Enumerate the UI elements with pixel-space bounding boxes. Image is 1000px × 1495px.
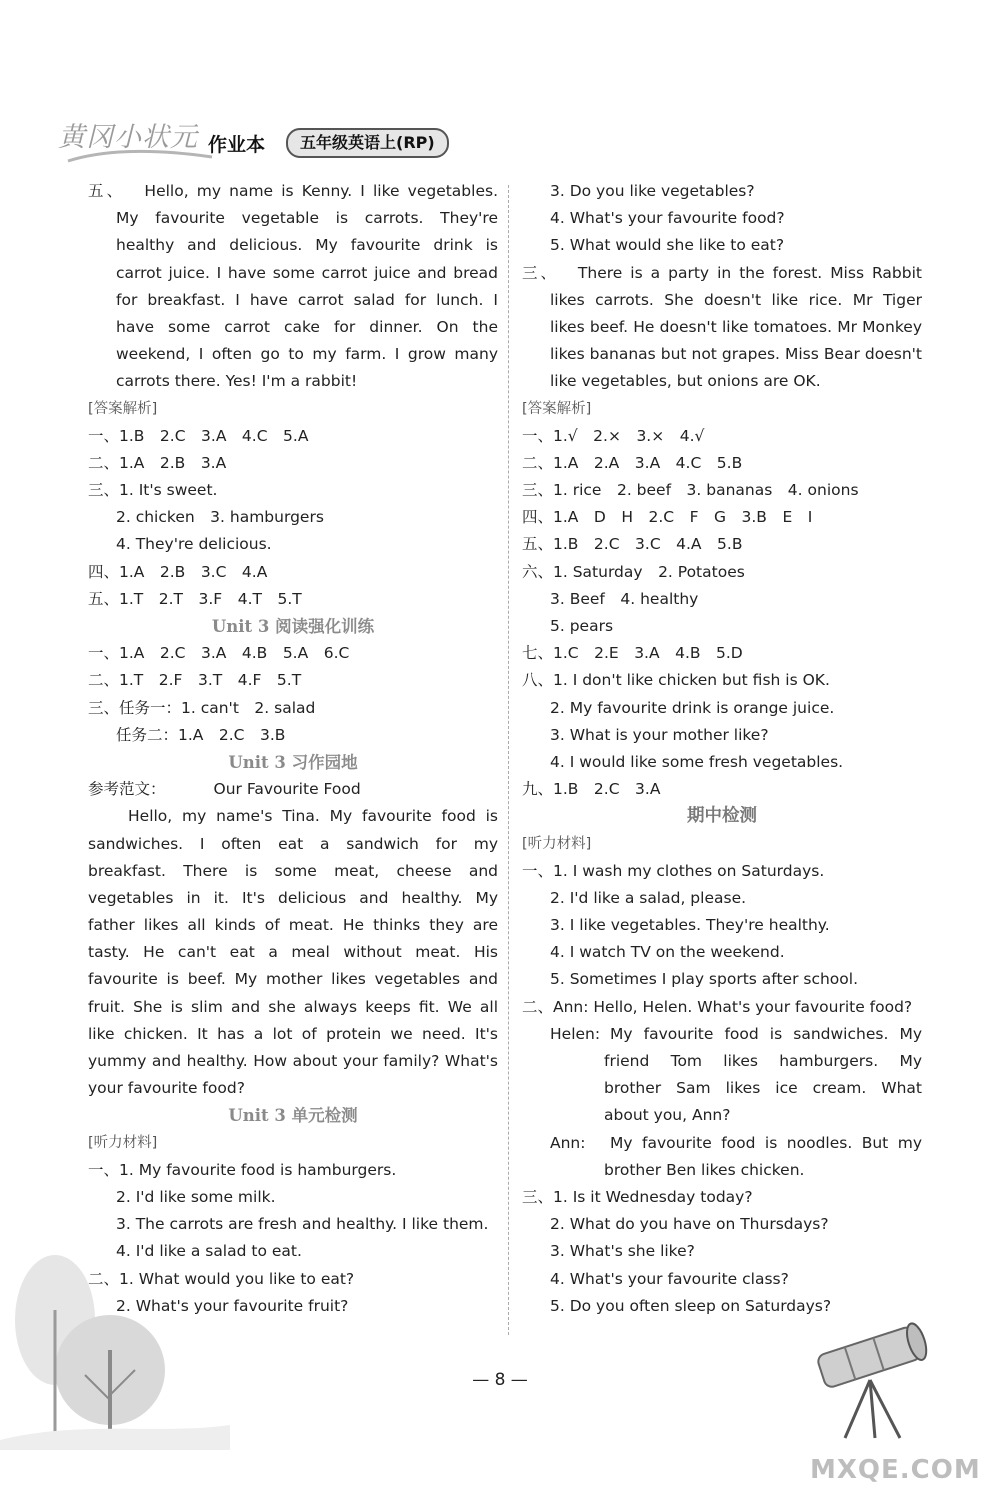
- text-line: Hello, my name's Tina. My favourite food is: [128, 807, 498, 826]
- page-number: — 8 —: [472, 1370, 528, 1390]
- answer-line: 二、1.A 2.B 3.A: [88, 453, 227, 472]
- answer-line: 八、1. I don't like chicken but fish is OK.: [522, 671, 830, 690]
- dialogue-line: 二、Ann: Hello, Helen. What's your favourite food?: [522, 997, 913, 1016]
- answer-line: 四、1.A 2.B 3.C 4.A: [88, 562, 268, 581]
- answer-line: 三、1. It's sweet.: [88, 481, 218, 500]
- answer-line: 二、1.T 2.F 3.T 4.F 5.T: [88, 671, 302, 690]
- dialogue-line: about you, Ann?: [604, 1106, 731, 1125]
- text-line: have some carrot cake for dinner. On the: [116, 317, 498, 336]
- answer-line: 3. What's she like?: [550, 1242, 695, 1261]
- left-column: [88, 178, 498, 1320]
- answer-line: 4. What's your favourite food?: [550, 209, 785, 228]
- listening-tag: [听力材料]: [522, 835, 592, 852]
- answer-line: 二、1.A 2.A 3.A 4.C 5.B: [522, 453, 743, 472]
- column-divider: [508, 185, 509, 1335]
- answer-line: 5. Sometimes I play sports after school.: [550, 970, 859, 989]
- answer-line: 七、1.C 2.E 3.A 4.B 5.D: [522, 644, 743, 663]
- answer-line: 五、1.T 2.T 3.F 4.T 5.T: [88, 589, 302, 608]
- answer-line: 三、任务一：1. can't 2. salad: [88, 698, 316, 717]
- answer-line: 4. I would like some fresh vegetables.: [550, 752, 844, 771]
- answer-line: 2. chicken 3. hamburgers: [116, 508, 324, 527]
- essay-heading: [88, 776, 498, 803]
- page-header: [58, 115, 498, 175]
- answer-line: 5. What would she like to eat?: [550, 236, 785, 255]
- text-line: fruit. She is slim and she always keeps fit. We all: [88, 997, 498, 1016]
- speaker-label: Helen:: [550, 1024, 601, 1043]
- answer-line: 2. I'd like some milk.: [116, 1187, 276, 1206]
- dialogue-text: My favourite food is noodles. But my: [610, 1133, 922, 1152]
- answer-line: 一、1.√ 2.× 3.× 4.√: [522, 426, 705, 445]
- answer-line: 四、1.A D H 2.C F G 3.B E I: [522, 508, 813, 527]
- text-line: like vegetables, but onions are OK.: [550, 372, 821, 391]
- grade-badge: 五年级英语上(RP): [286, 128, 449, 158]
- text-line: like chicken. It has a lot of protein we need. It's: [88, 1024, 498, 1043]
- book-label: 作业本: [208, 134, 266, 156]
- text-line: for breakfast. I have carrot salad for lunch. I: [116, 290, 498, 309]
- answer-line: 一、1.A 2.C 3.A 4.B 5.A 6.C: [88, 644, 350, 663]
- answer-line: 2. What's your favourite fruit?: [116, 1296, 349, 1315]
- text-line: father likes all kinds of meat. He thinks they are: [88, 916, 498, 935]
- answer-line: 3. The carrots are fresh and healthy. I like them.: [116, 1215, 489, 1234]
- text-line: likes beef. He doesn't like tomatoes. Mr Monkey: [550, 317, 922, 336]
- answer-line: 六、1. Saturday 2. Potatoes: [522, 562, 745, 581]
- answer-line: 三、1. Is it Wednesday today?: [522, 1187, 753, 1206]
- answer-tag: [答案解析]: [522, 400, 592, 417]
- listening-tag: [听力材料]: [88, 1134, 158, 1151]
- text-line: favourite is beef. My mother likes vegetables and: [88, 970, 498, 989]
- answer-line: 4. They're delicious.: [116, 535, 272, 554]
- dialogue-line: brother Ben likes chicken.: [604, 1160, 805, 1179]
- dialogue-line: [522, 1130, 922, 1157]
- answer-line: 2. I'd like a salad, please.: [550, 888, 747, 907]
- answer-line: 3. What is your mother like?: [550, 725, 769, 744]
- essay-title: Our Favourite Food: [213, 780, 361, 799]
- answer-line: 一、1. My favourite food is hamburgers.: [88, 1160, 397, 1179]
- right-column: [522, 178, 922, 1320]
- text-line: yummy and healthy. How about your family? What's: [88, 1052, 498, 1070]
- text-line: 三、 There is a party in the forest. Miss Rabbit: [522, 263, 922, 282]
- answer-line: 2. What do you have on Thursdays?: [550, 1215, 829, 1234]
- answer-line: 任务二：1.A 2.C 3.B: [116, 725, 286, 744]
- answer-line: 4. I watch TV on the weekend.: [550, 943, 785, 962]
- answer-line: 5. Do you often sleep on Saturdays?: [550, 1296, 832, 1315]
- brand-logo: 黄冈小状元: [58, 122, 198, 153]
- text-line: breakfast. There is some meat, cheese and: [88, 861, 498, 880]
- text-line: vegetables in it. It's delicious and healthy. My: [88, 888, 498, 907]
- answer-line: 3. Beef 4. healthy: [550, 589, 699, 608]
- answer-line: 2. My favourite drink is orange juice.: [550, 698, 835, 717]
- answer-line: 二、1. What would you like to eat?: [88, 1269, 355, 1288]
- text-line: carrot juice. I have some carrot juice and bread: [116, 263, 498, 282]
- section-title: Unit 3 单元检测: [228, 1106, 358, 1126]
- text-line: weekend, I often go to my farm. I grow many: [116, 345, 498, 364]
- answer-line: 3. Do you like vegetables?: [550, 182, 755, 200]
- text-line: tasty. He can't eat a meal without meat. His: [88, 943, 498, 962]
- answer-line: 三、1. rice 2. beef 3. bananas 4. onions: [522, 481, 859, 500]
- dialogue-line: brother Sam likes ice cream. What: [604, 1079, 922, 1098]
- tree-illustration-icon: [0, 1250, 230, 1450]
- section-title: 期中检测: [687, 806, 757, 827]
- dialogue-text: My favourite food is sandwiches. My: [610, 1024, 922, 1043]
- text-line: likes carrots. She doesn't like rice. Mr Tiger: [550, 290, 922, 309]
- answer-line: 4. What's your favourite class?: [550, 1269, 789, 1288]
- answer-line: 4. I'd like a salad to eat.: [116, 1242, 302, 1261]
- logo-swoosh-icon: [66, 145, 216, 167]
- answer-line: 5. pears: [550, 617, 614, 635]
- answer-line: 3. I like vegetables. They're healthy.: [550, 916, 830, 935]
- text-line: My favourite vegetable is carrots. They're: [116, 209, 498, 228]
- watermark: MXQE.COM: [810, 1455, 981, 1485]
- answer-line: 五、1.B 2.C 3.C 4.A 5.B: [522, 535, 743, 554]
- text-line: likes bananas but not grapes. Miss Bear doesn't: [550, 345, 922, 364]
- text-line: 五、 Hello, my name is Kenny. I like vegetables.: [88, 182, 498, 200]
- dialogue-line: friend Tom likes hamburgers. My: [604, 1052, 922, 1070]
- text-line: carrots there. Yes! I'm a rabbit!: [116, 372, 358, 391]
- answer-line: 九、1.B 2.C 3.A: [522, 780, 661, 799]
- essay-label: 参考范文：: [88, 780, 166, 799]
- answer-tag: [答案解析]: [88, 400, 158, 417]
- answer-line: 一、1. I wash my clothes on Saturdays.: [522, 861, 825, 880]
- speaker-label: Ann:: [550, 1133, 586, 1152]
- section-title: Unit 3 阅读强化训练: [211, 617, 375, 636]
- text-line: healthy and delicious. My favourite drink is: [116, 236, 498, 255]
- section-title: Unit 3 习作园地: [228, 752, 358, 772]
- dialogue-line: [522, 1021, 922, 1048]
- text-line: your favourite food?: [88, 1079, 245, 1098]
- text-line: sandwiches. I often eat a sandwich for my: [88, 834, 498, 853]
- answer-line: 一、1.B 2.C 3.A 4.C 5.A: [88, 426, 309, 445]
